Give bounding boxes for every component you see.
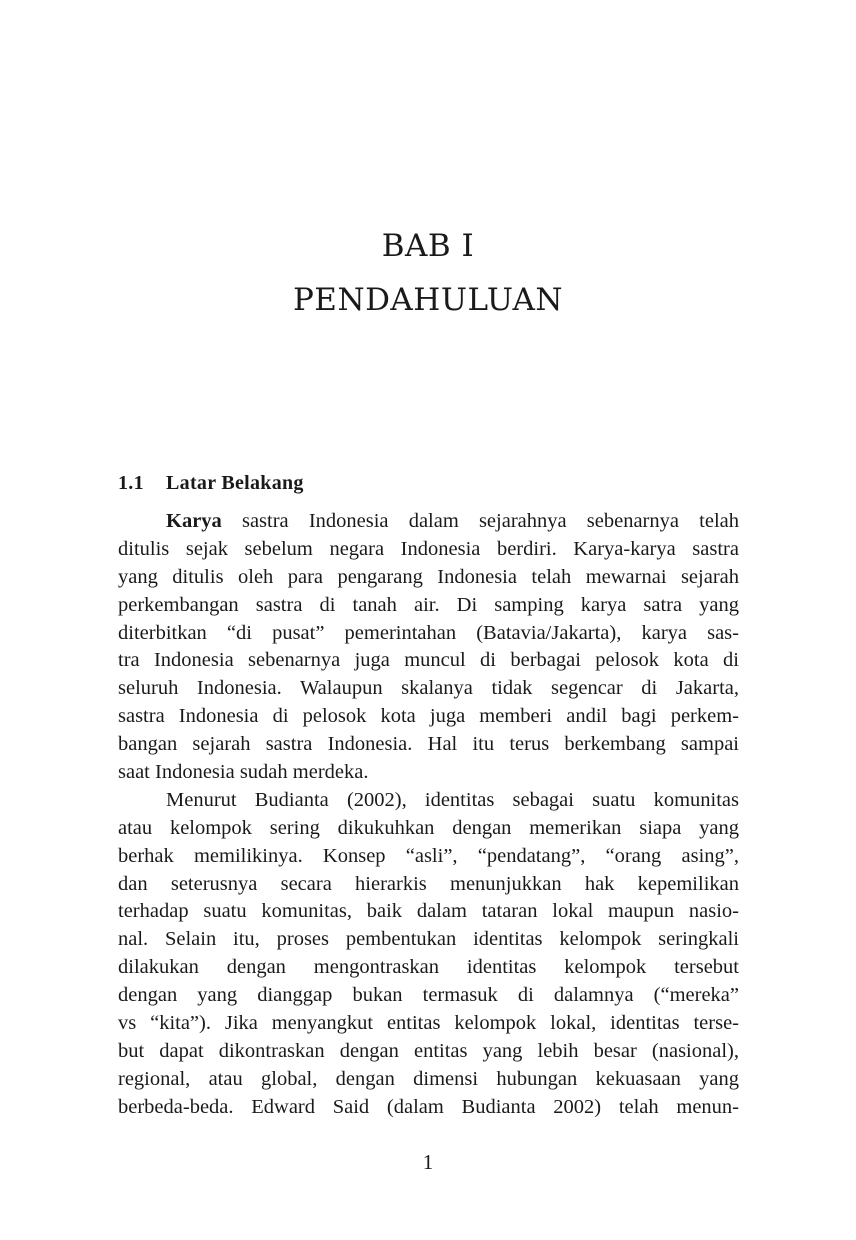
paragraph-line: bangan sejarah sastra Indonesia. Hal itu terus berkembang sampai: [118, 733, 739, 756]
paragraph-line: ditulis sejak sebelum negara Indonesia berdiri. Karya-karya sastra: [118, 537, 739, 560]
section-heading: [118, 472, 304, 495]
paragraph-line: regional, atau global, dengan dimensi hubungan kekuasaan yang: [118, 1067, 739, 1090]
lead-word: Karya: [166, 510, 222, 532]
paragraph-line: saat Indonesia sudah merdeka.: [118, 761, 369, 784]
paragraph-line: vs “kita”). Jika menyangkut entitas kelompok lokal, identitas terse-: [118, 1012, 739, 1035]
body-text: [118, 508, 739, 1122]
chapter-title: PENDAHULUAN: [292, 282, 564, 318]
paragraph-line: Karya sastra Indonesia dalam sejarahnya sebenarnya telah: [166, 510, 739, 532]
page-number: 1: [422, 1150, 434, 1174]
paragraph-line: tra Indonesia sebenarnya juga muncul di berbagai pelosok kota di: [118, 649, 739, 672]
paragraph-line: seluruh Indonesia. Walaupun skalanya tidak segencar di Jakarta,: [118, 677, 739, 700]
paragraph-line: but dapat dikontraskan dengan entitas yang lebih besar (nasional),: [118, 1039, 739, 1062]
paragraph-line: terhadap suatu komunitas, baik dalam tataran lokal maupun nasio-: [118, 900, 739, 923]
section-title: Latar Belakang: [166, 472, 304, 494]
paragraph-line: perkembangan sastra di tanah air. Di samping karya satra yang: [118, 593, 739, 616]
paragraph-line: nal. Selain itu, proses pembentukan identitas kelompok seringkali: [118, 928, 739, 951]
section-number: 1.1: [118, 472, 144, 494]
paragraph-line: diterbitkan “di pusat” pemerintahan (Batavia/Jakarta), karya sas-: [118, 621, 739, 644]
paragraph-line: sastra Indonesia di pelosok kota juga memberi andil bagi perkem-: [118, 705, 739, 728]
chapter-number: BAB I: [381, 228, 475, 264]
paragraph-line: berbeda-beda. Edward Said (dalam Budianta 2002) telah menun-: [118, 1095, 739, 1118]
paragraph-line: dilakukan dengan mengontraskan identitas kelompok tersebut: [118, 956, 739, 979]
paragraph-line: yang ditulis oleh para pengarang Indonesia telah mewarnai sejarah: [118, 565, 739, 588]
paragraph-line: dengan yang dianggap bukan termasuk di dalamnya (“mereka”: [118, 984, 739, 1007]
paragraph-line: Menurut Budianta (2002), identitas sebagai suatu komunitas: [166, 788, 739, 811]
paragraph-line: atau kelompok sering dikukuhkan dengan memerikan siapa yang: [118, 816, 739, 839]
paragraph-line: dan seterusnya secara hierarkis menunjukkan hak kepemilikan: [118, 872, 739, 895]
paragraph-line: berhak memilikinya. Konsep “asli”, “pendatang”, “orang asing”,: [118, 844, 739, 867]
